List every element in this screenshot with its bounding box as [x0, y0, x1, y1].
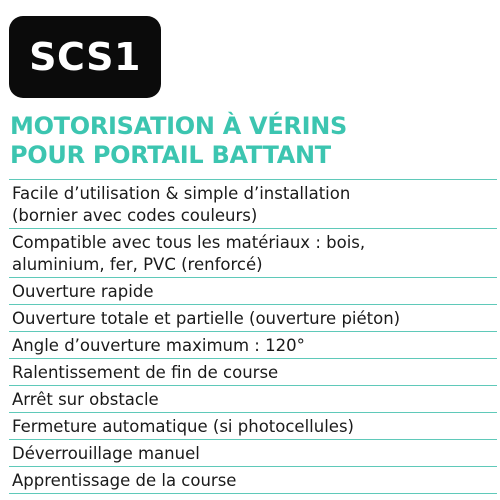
feature-item [9, 359, 497, 386]
feature-item [9, 305, 497, 332]
feature-item [9, 278, 497, 305]
feature-text: Angle d’ouverture maximum : 120° [12, 336, 305, 355]
product-heading [10, 112, 495, 170]
feature-text: Ralentissement de fin de course [12, 363, 279, 382]
feature-item [9, 467, 497, 494]
feature-item [9, 180, 497, 229]
feature-text: Ouverture rapide [12, 282, 154, 301]
feature-item [9, 413, 497, 440]
heading-line-2: POUR PORTAIL BATTANT [10, 141, 331, 169]
feature-list [9, 179, 497, 494]
feature-text-continued: aluminium, fer, PVC (renforcé) [12, 255, 263, 274]
feature-text: Compatible avec tous les matériaux : bois, [12, 233, 366, 252]
feature-text: Déverrouillage manuel [12, 444, 200, 463]
feature-text: Fermeture automatique (si photocellules) [12, 417, 354, 436]
feature-item [9, 386, 497, 413]
feature-text: Facile d’utilisation & simple d’installation [12, 184, 351, 203]
feature-text: Arrêt sur obstacle [12, 390, 159, 409]
feature-text: Apprentissage de la course [12, 471, 237, 490]
feature-item [9, 440, 497, 467]
feature-text-continued: (bornier avec codes couleurs) [12, 206, 258, 225]
feature-item [9, 332, 497, 359]
feature-item [9, 229, 497, 278]
feature-text: Ouverture totale et partielle (ouverture piéton) [12, 309, 401, 328]
product-code-badge [9, 16, 161, 98]
product-code: SCS1 [29, 35, 141, 79]
heading-line-1: MOTORISATION À VÉRINS [10, 112, 347, 140]
